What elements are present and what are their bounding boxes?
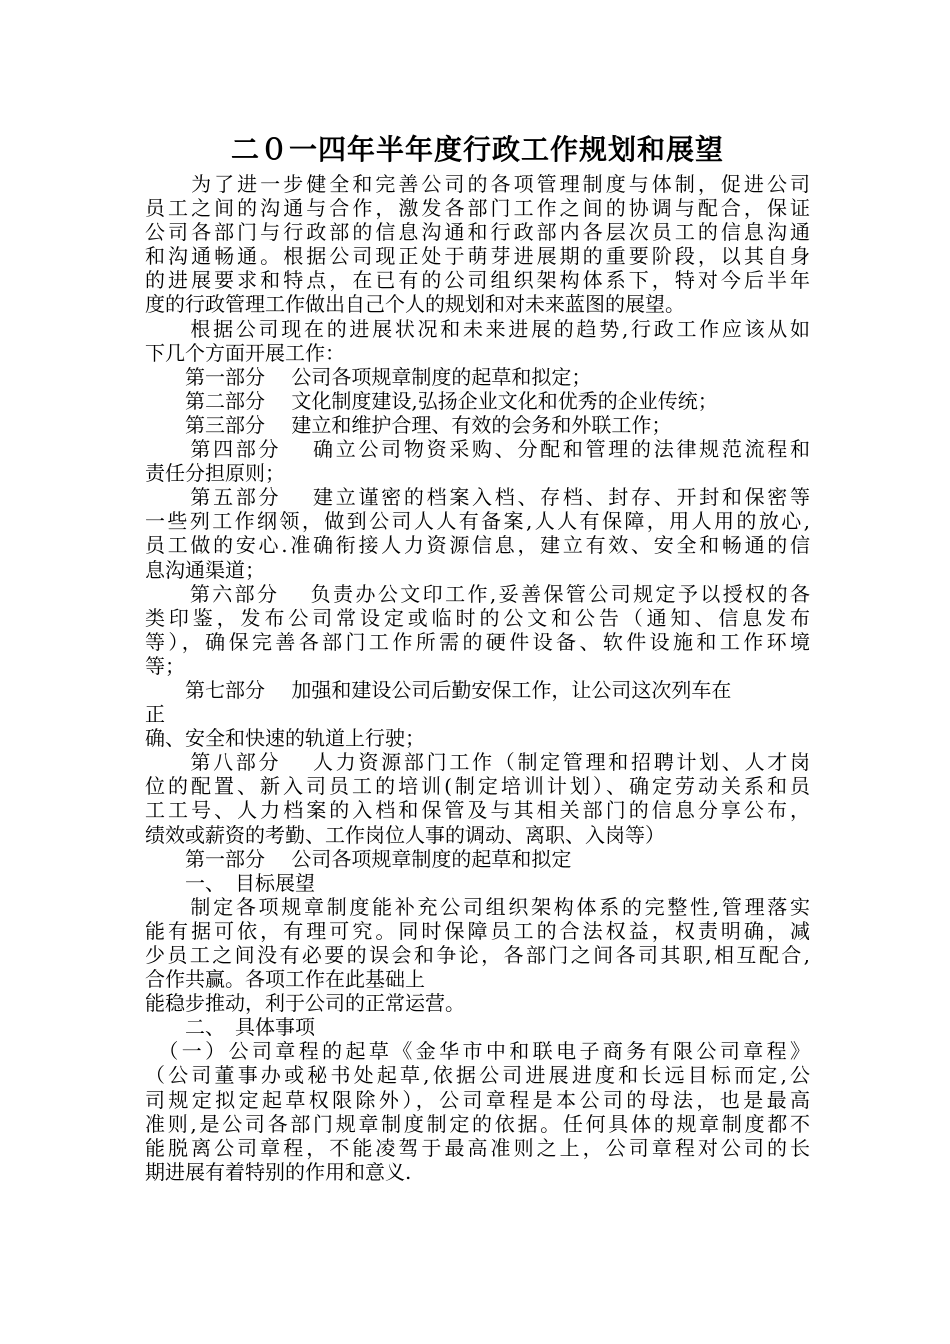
text-line: 合作共赢。各项工作在此基础上 (145, 967, 425, 992)
text-line: 位的配置、新入司员工的培训(制定培训计划）、确定劳动关系和员 (145, 774, 810, 799)
text-line: 类印鉴，发布公司常设定或临时的公文和公告（通知、信息发布 (145, 605, 810, 630)
text-line: 公司各部门与行政部的信息沟通和行政部内各层次员工的信息沟通 (145, 220, 810, 245)
text-line: 正 (145, 702, 165, 727)
text-line: 责任分担原则； (145, 461, 285, 486)
text-line: 第二部分 文化制度建设,弘扬企业文化和优秀的企业传统； (145, 388, 718, 413)
text-line: 二、 具体事项 (145, 1015, 315, 1040)
text-line: 根据公司现在的进展状况和未来进展的趋势,行政工作应该从如 (145, 316, 810, 341)
text-line: 第一部分 公司各项规章制度的起草和拟定； (145, 364, 592, 389)
text-line: 等），确保完善各部门工作所需的硬件设备、软件设施和工作环境 (145, 629, 810, 654)
text-line: 第八部分 人力资源部门工作（制定管理和招聘计划、人才岗 (145, 750, 810, 775)
document-title: 二０一四年半年度行政工作规划和展望 (230, 133, 724, 166)
text-line: 等； (145, 653, 185, 678)
text-line: 第七部分 加强和建设公司后勤安保工作，让公司这次列车在 (145, 677, 732, 702)
document-body (145, 172, 810, 1184)
text-line: 确、安全和快速的轨道上行驶； (145, 726, 425, 751)
text-line: 的进展要求和特点，在已有的公司组织架构体系下，特对今后半年 (145, 268, 810, 293)
text-line: 期进展有着特别的作用和意义. (145, 1159, 412, 1184)
text-line: 制定各项规章制度能补充公司组织架构体系的完整性,管理落实 (145, 894, 810, 919)
text-line: 第六部分 负责办公文印工作,妥善保管公司规定予以授权的各 (145, 581, 810, 606)
text-line: 能脱离公司章程，不能凌驾于最高准则之上，公司章程对公司的长 (145, 1135, 810, 1160)
text-line: （公司董事办或秘书处起草,依据公司进展进度和长远目标而定,公 (145, 1063, 810, 1088)
text-line: 能稳步推动，利于公司的正常运营。 (145, 991, 465, 1016)
text-line: 能有据可依，有理可究。同时保障员工的合法权益，权责明确，减 (145, 918, 810, 943)
text-line: 绩效或薪资的考勤、工作岗位人事的调动、离职、入岗等） (145, 822, 665, 847)
text-line: 下几个方面开展工作： (145, 340, 345, 365)
text-line: 员工之间的沟通与合作，激发各部门工作之间的协调与配合，保证 (145, 196, 810, 221)
text-line: 第一部分 公司各项规章制度的起草和拟定 (145, 846, 572, 871)
text-line: （一）公司章程的起草《金华市中和联电子商务有限公司章程》 (145, 1039, 810, 1064)
text-line: 工工号、人力档案的入档和保管及与其相关部门的信息分享公布， (145, 798, 810, 823)
text-line: 少员工之间没有必要的误会和争论，各部门之间各司其职,相互配合, (145, 943, 810, 967)
text-line: 度的行政管理工作做出自己个人的规划和对未来蓝图的展望。 (145, 292, 685, 317)
document-page (145, 128, 810, 1184)
text-line: 一些列工作纲领，做到公司人人有备案,人人有保障，用人用的放心, (145, 509, 810, 534)
text-line: 第三部分 建立和维护合理、有效的会务和外联工作； (145, 412, 672, 437)
text-line: 司规定拟定起草权限除外），公司章程是本公司的母法，也是最高 (145, 1087, 810, 1112)
text-line: 第五部分 建立谨密的档案入档、存档、封存、开封和保密等 (145, 485, 810, 510)
text-line: 准则,是公司各部门规章制度制定的依据。任何具体的规章制度都不 (145, 1111, 810, 1136)
text-line: 一、 目标展望 (145, 870, 315, 895)
text-line: 和沟通畅通。根据公司现正处于萌芽进展期的重要阶段，以其自身 (145, 244, 810, 269)
text-line: 息沟通渠道； (145, 557, 265, 582)
text-line: 员工做的安心.准确衔接人力资源信息，建立有效、安全和畅通的信 (145, 533, 810, 558)
text-line: 第四部分 确立公司物资采购、分配和管理的法律规范流程和 (145, 437, 810, 462)
text-line: 为了进一步健全和完善公司的各项管理制度与体制，促进公司 (145, 172, 810, 196)
